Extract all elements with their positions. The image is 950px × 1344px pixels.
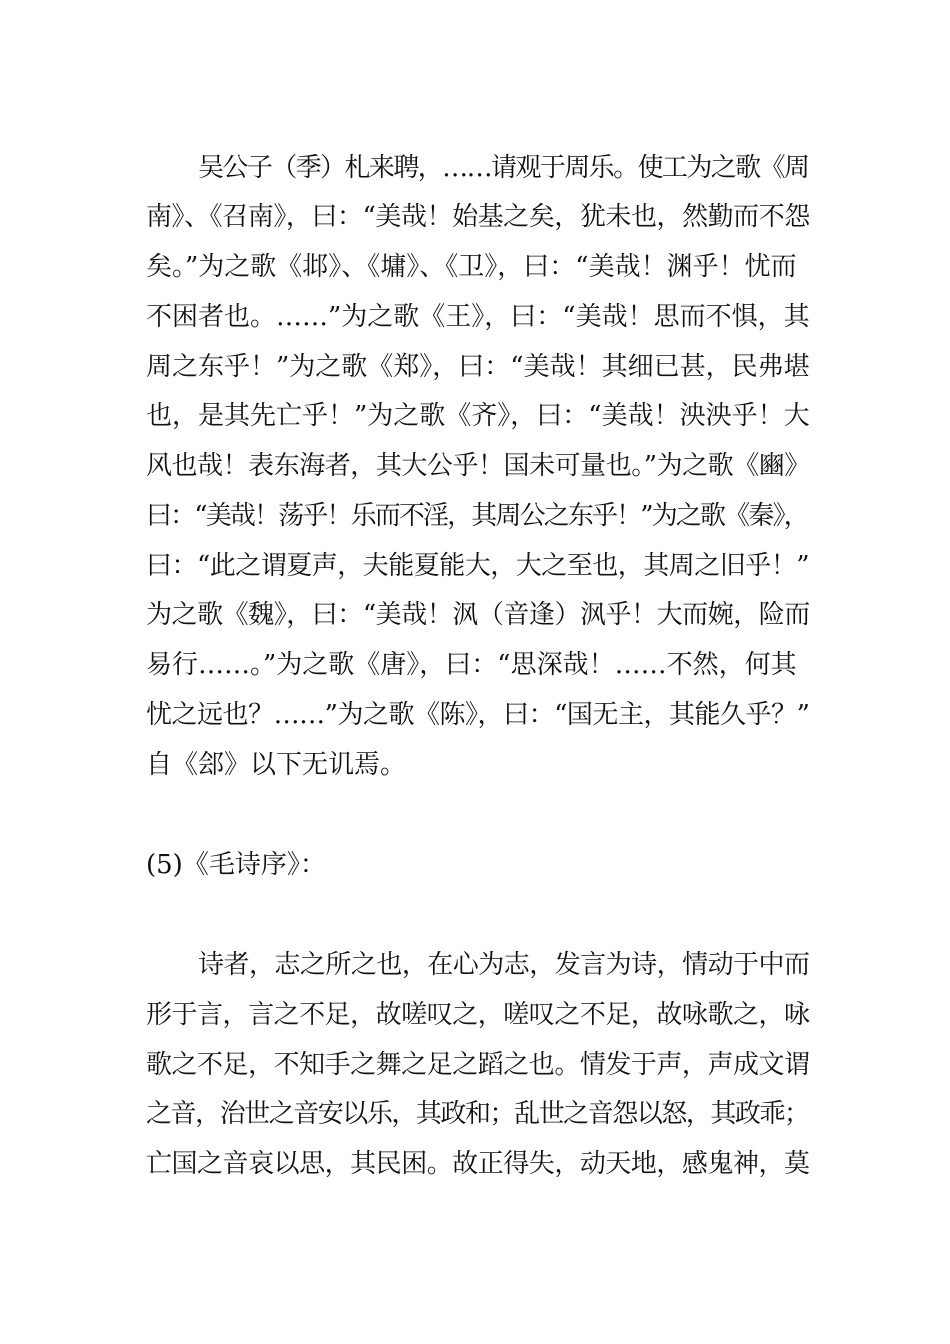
passage1-line-1: 吴公子（季）札来聘，……请观于周乐。使工为之歌《周 <box>198 153 809 183</box>
passage1-line-13: 自《郐》以下无讥焉。 <box>146 750 407 780</box>
passage1-line-8: 曰：“美哉！荡乎！乐而不淫，其周公之东乎！”为之歌《秦》， <box>146 501 808 531</box>
passage2-line-1: 诗者，志之所之也，在心为志，发言为诗，情动于中而 <box>198 950 810 980</box>
passage1-line-12: 忧之远也？……”为之歌《陈》，曰：“国无主，其能久乎？” <box>146 700 810 730</box>
passage1-line-3: 矣。”为之歌《邶》、《墉》、《卫》，曰：“美哉！渊乎！忧而 <box>146 252 797 282</box>
passage1-line-11: 易行……。”为之歌《唐》，曰：“思深哉！……不然，何其 <box>146 650 797 680</box>
section-heading: (5)《毛诗序》： <box>146 850 326 880</box>
passage2-line-4: 之音，治世之音安以乐，其政和；乱世之音怨以怒，其政乖； <box>146 1099 809 1129</box>
passage1-line-10: 为之歌《魏》，曰：“美哉！沨（音逢）沨乎！大而婉，险而 <box>146 600 810 630</box>
passage1-line-6: 也，是其先亡乎！”为之歌《齐》，曰：“美哉！泱泱乎！大 <box>146 401 810 431</box>
passage2-line-3: 歌之不足，不知手之舞之足之蹈之也。情发于声，声成文谓 <box>146 1050 810 1080</box>
passage2-line-5: 亡国之音哀以思，其民困。故正得失，动天地，感鬼神，莫 <box>146 1149 810 1179</box>
passage1-line-5: 周之东乎！”为之歌《郑》，曰：“美哉！其细已甚，民弗堪 <box>146 352 810 382</box>
passage2-line-2: 形于言，言之不足，故嗟叹之，嗟叹之不足，故咏歌之，咏 <box>146 1000 810 1030</box>
passage1-line-4: 不困者也。……”为之歌《王》，曰：“美哉！思而不惧，其 <box>146 302 810 332</box>
passage1-line-7: 风也哉！表东海者，其大公乎！国未可量也。”为之歌《豳》 <box>146 451 810 481</box>
passage1-line-9: 曰：“此之谓夏声，夫能夏能大，大之至也，其周之旧乎！” <box>146 551 810 581</box>
passage1-line-2: 南》、《召南》，曰：“美哉！始基之矣，犹未也，然勤而不怨 <box>146 202 810 232</box>
